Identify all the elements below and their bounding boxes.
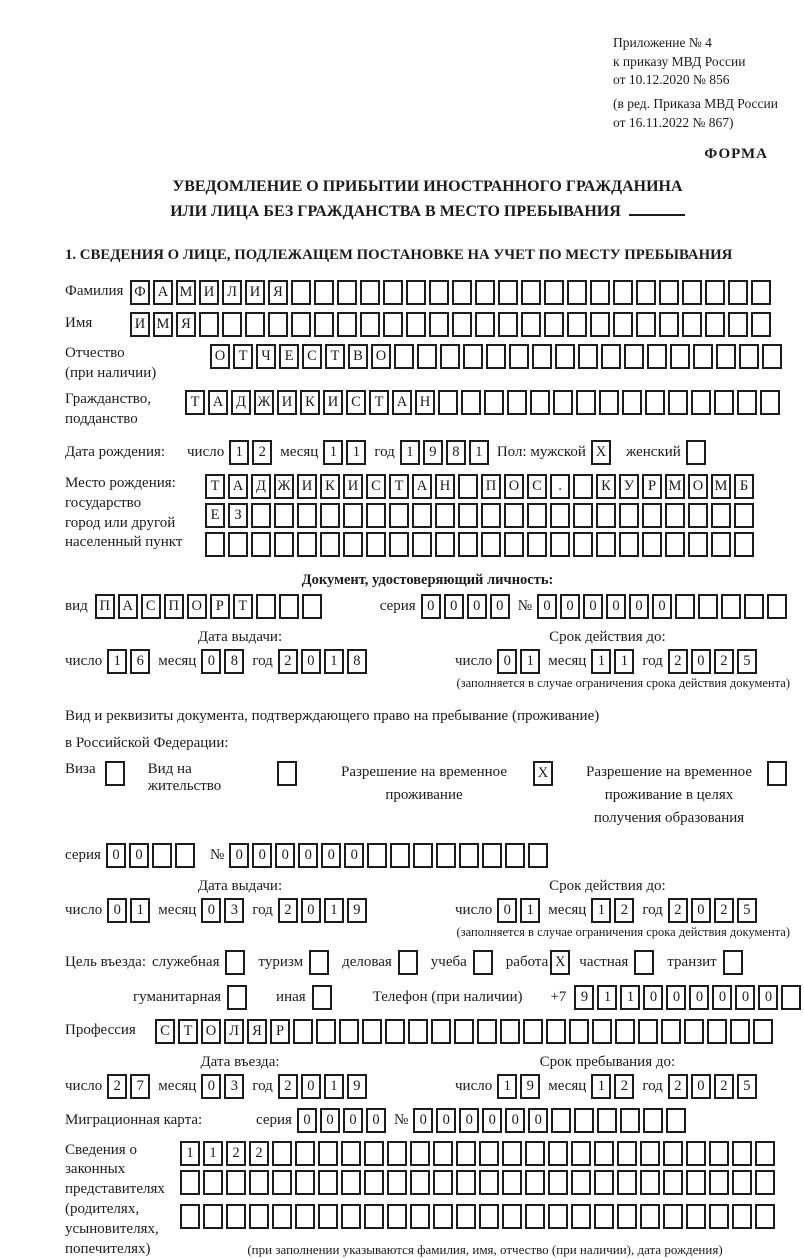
purpose-official-label: служебная [151,953,220,970]
entry-purpose-label: Цель въезда: [65,953,146,970]
birth-place-row3-boxes [205,532,757,557]
given-name-row [65,312,790,337]
purpose-tourism-label: туризм [258,953,304,970]
identity-expiry-day-boxes: 0 1 [497,649,543,674]
form-title [65,175,790,225]
identity-issue-month-boxes: 0 8 [201,649,247,674]
residence-doc-number-boxes: 0 0 0 0 0 0 [229,843,551,868]
stay-until-heading: Срок пребывания до: [539,1053,676,1070]
identity-doc-type-boxes: П А С П О Р Т [95,594,325,619]
option-temp-residence: Разрешение на временное проживание X [324,761,556,808]
residence-expiry-year-boxes: 2 0 2 5 [668,898,760,923]
birth-day-boxes: 1 2 [229,440,275,465]
valid-until-heading: Срок действия до: [549,877,666,894]
profession-row [65,1019,790,1044]
identity-doc-number-boxes: 0 0 0 0 0 0 [537,594,790,619]
surname-label: Фамилия [65,283,124,300]
annex-line: от 10.12.2020 № 856 [613,72,730,88]
citizenship-row [65,390,790,430]
year-label: год [642,901,663,918]
month-label: месяц [548,652,587,669]
profession-boxes: С Т О Л Я Р [155,1019,776,1044]
annex-reference [613,34,790,132]
day-label: число [65,901,103,918]
purpose-private-checkbox [634,950,657,975]
purpose-humanitarian-label: гуманитарная [133,988,222,1005]
month-label: месяц [158,901,197,918]
profession-label: Профессия [65,1022,136,1039]
phone-boxes: 9 1 1 0 0 0 0 0 0 [574,985,804,1010]
representatives-label: Сведения о законных представителях (родителях, усыновителях, попечителях) [65,1141,165,1257]
entry-date-heading: Дата въезда: [200,1053,280,1070]
title-underline [629,204,685,216]
identity-doc-type-label: вид [65,597,88,614]
patronymic-row [65,344,790,384]
purpose-other-label: иная [276,988,306,1005]
number-label: № [517,597,532,614]
residence-issue-month-boxes: 0 3 [201,898,247,923]
year-label: год [374,443,395,460]
entry-date-col [65,1054,415,1099]
citizenship-label: Гражданство, подданство [65,391,152,428]
residence-doc-options [65,761,790,831]
option-temp-residence-education: Разрешение на временное проживание в целях получения образования [580,761,790,831]
citizenship-boxes: Т А Д Ж И К И С Т А Н [185,390,783,415]
purpose-transit-label: транзит [667,953,717,970]
identity-doc-row [65,594,790,619]
form-title-line1: УВЕДОМЛЕНИЕ О ПРИБЫТИИ ИНОСТРАННОГО ГРАЖДАНИНА [172,178,683,196]
validity-note: (заполняется в случае ограничения срока действия документа) [456,675,790,690]
patronymic-label: Отчество (при наличии) [65,344,157,381]
form-title-line2: ИЛИ ЛИЦА БЕЗ ГРАЖДАНСТВА В МЕСТО ПРЕБЫВАНИЯ [65,200,790,225]
series-label: серия [379,597,416,614]
annex-line: Приложение № 4 [613,35,712,50]
given-name-boxes: И М Я [130,312,774,337]
entry-year-boxes: 2 0 1 9 [278,1074,370,1099]
stay-until-day-boxes: 1 9 [497,1074,543,1099]
migration-card-label: Миграционная карта: [65,1111,203,1128]
identity-expiry-year-boxes: 2 0 2 5 [668,649,760,674]
day-label: число [65,652,103,669]
residence-issue-col [65,878,415,923]
residence-expiry-col [455,878,760,923]
annex-line: (в ред. Приказа МВД России [613,95,778,111]
year-label: год [252,901,273,918]
birth-month-boxes: 1 1 [323,440,369,465]
patronymic-boxes: О Т Ч Е С Т В О [210,344,785,369]
representatives-row [65,1141,790,1259]
identity-expiry-month-boxes: 1 1 [591,649,637,674]
residence-issue-day-boxes: 0 1 [107,898,153,923]
series-label: серия [65,846,101,863]
representatives-row2-boxes [180,1170,778,1195]
residence-expiry-day-boxes: 0 1 [497,898,543,923]
stay-until-month-boxes: 1 2 [591,1074,637,1099]
day-label: число [455,652,493,669]
day-label: число [65,1077,103,1094]
form-label: ФОРМА [704,146,768,163]
residence-doc-intro: Вид и реквизиты документа, подтверждающего право на пребывание (проживание) в Российской Федерации: [65,707,600,751]
month-label: месяц [548,901,587,918]
stay-until-year-boxes: 2 0 2 5 [668,1074,760,1099]
visa-checkbox [105,761,128,786]
purpose-study-checkbox [473,950,496,975]
number-label: № [393,1111,409,1128]
issue-date-heading: Дата выдачи: [197,628,283,645]
birth-date-row [65,440,790,465]
month-label: месяц [280,443,319,460]
month-label: месяц [158,1077,197,1094]
issue-date-heading: Дата выдачи: [197,877,283,894]
migration-card-row [65,1108,790,1133]
birth-place-row1-boxes: Т А Д Ж И К И С Т А Н П О С . К У Р М О М Б [205,474,757,499]
residence-issue-year-boxes: 2 0 1 9 [278,898,370,923]
purpose-transit-checkbox [723,950,746,975]
purpose-humanitarian-checkbox [227,985,250,1010]
birth-place-boxes [205,474,790,562]
residence-expiry-month-boxes: 1 2 [591,898,637,923]
year-label: год [642,652,663,669]
identity-issue-day-boxes: 1 6 [107,649,153,674]
purpose-tourism-checkbox [309,950,332,975]
birth-place-row [65,474,790,562]
birth-year-boxes: 1 9 8 1 [400,440,492,465]
day-label: число [455,901,493,918]
option-residence-permit: Вид на жительство [148,761,300,795]
validity-note: (заполняется в случае ограничения срока действия документа) [456,924,790,939]
series-label: серия [256,1111,292,1128]
annex-line: к приказу МВД России [613,53,746,69]
birth-date-label: Дата рождения: [65,443,166,460]
birth-place-label: Место рождения: государство город или другой населенный пункт [65,474,183,551]
representatives-boxes [180,1141,790,1258]
entry-day-boxes: 2 7 [107,1074,153,1099]
valid-until-heading: Срок действия до: [549,628,666,645]
section1-heading: 1. СВЕДЕНИЯ О ЛИЦЕ, ПОДЛЕЖАЩЕМ ПОСТАНОВКЕ НА УЧЕТ ПО МЕСТУ ПРЕБЫВАНИЯ [65,246,733,263]
purpose-business-checkbox [398,950,421,975]
identity-doc-heading: Документ, удостоверяющий личность: [301,571,554,588]
surname-boxes: Ф А М И Л И Я [130,280,774,305]
residence-permit-checkbox [277,761,300,786]
sex-male-label: Пол: мужской [496,443,586,460]
sex-female-checkbox [686,440,709,465]
identity-expiry-col [455,629,760,674]
entry-purpose-row1 [65,950,790,975]
purpose-work-checkbox: X [550,950,573,975]
identity-issue-year-boxes: 2 0 1 8 [278,649,370,674]
day-label: число [455,1077,493,1094]
identity-issue-col [65,629,415,674]
sex-female-label: женский [625,443,681,460]
representatives-note: (при заполнении указываются фамилия, имя, отчество (при наличии), дата рождения) [247,1241,723,1257]
identity-doc-dates [65,629,790,691]
residence-doc-series-row [65,843,790,868]
entry-month-boxes: 0 3 [201,1074,247,1099]
identity-doc-series-boxes: 0 0 0 0 [421,594,513,619]
annex-line: от 16.11.2022 № 867) [613,114,734,130]
migration-card-series-boxes: 0 0 0 0 [297,1108,389,1133]
year-label: год [642,1077,663,1094]
entry-dates [65,1054,790,1099]
temp-residence-checkbox: X [533,761,556,786]
purpose-business-label: деловая [342,953,392,970]
birth-place-row2-boxes: Е З [205,503,757,528]
residence-doc-series-boxes: 0 0 [106,843,198,868]
purpose-work-label: работа [505,953,549,970]
residence-doc-dates [65,878,790,940]
phone-label: Телефон (при наличии) [372,988,523,1005]
temp-residence-education-checkbox [767,761,790,786]
option-visa: Виза [65,761,128,786]
surname-row [65,280,790,305]
representatives-row3-boxes [180,1204,778,1229]
number-label: № [209,846,225,863]
purpose-official-checkbox [225,950,248,975]
purpose-private-label: частная [579,953,629,970]
purpose-study-label: учеба [430,953,467,970]
day-label: число [187,443,225,460]
phone-prefix: +7 [550,988,567,1005]
month-label: месяц [158,652,197,669]
stay-until-col [455,1054,760,1099]
year-label: год [252,1077,273,1094]
entry-purpose-row2 [133,985,790,1010]
purpose-other-checkbox [312,985,335,1010]
sex-male-checkbox: X [591,440,614,465]
migration-card-number-boxes: 0 0 0 0 0 0 [413,1108,689,1133]
year-label: год [252,652,273,669]
representatives-row1-boxes: 1 1 2 2 [180,1141,778,1166]
given-name-label: Имя [65,315,93,332]
month-label: месяц [548,1077,587,1094]
